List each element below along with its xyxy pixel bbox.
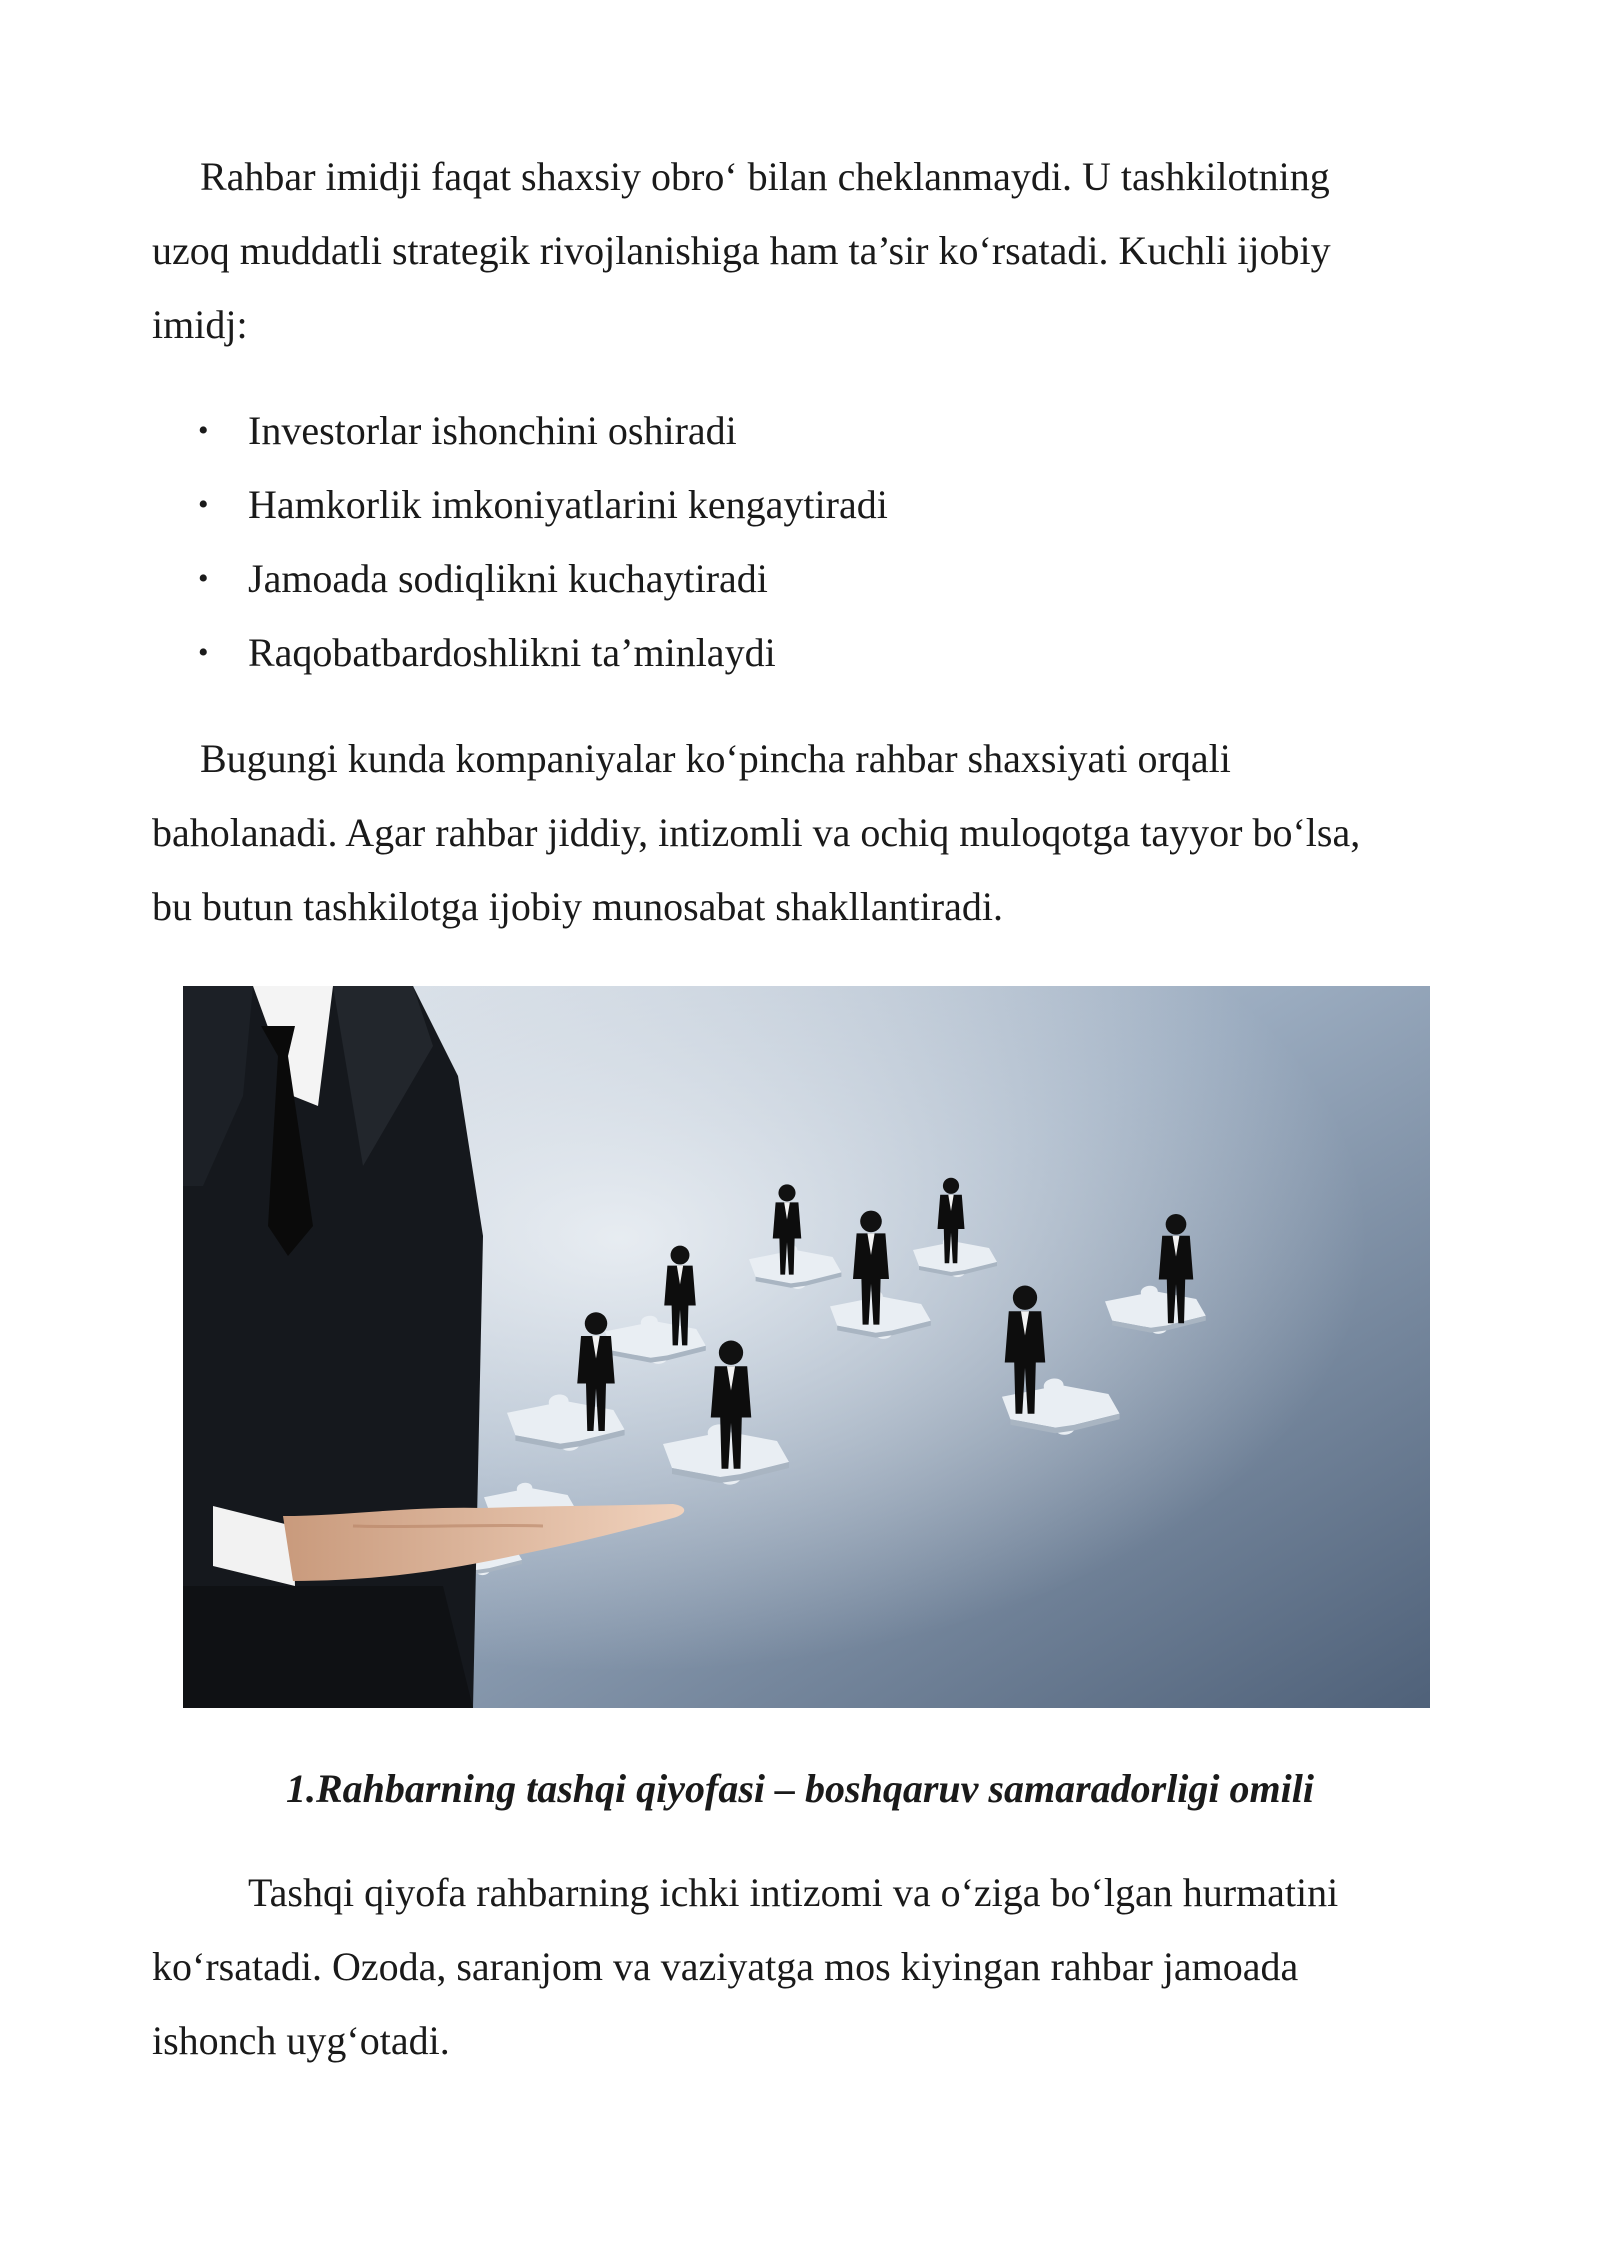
bullet-icon: •: [198, 414, 209, 447]
intro-line-1: Rahbar imidji faqat shaxsiy obro‘ bilan cheklanmaydi. U tashkilotning: [200, 154, 1330, 199]
benefits-list: [152, 394, 1452, 690]
leader-illustration-image: [183, 986, 1430, 1708]
para2-line-3: bu butun tashkilotga ijobiy munosabat shakllantiradi.: [152, 884, 1003, 929]
intro-paragraph: [152, 140, 1452, 362]
intro-line-2: uzoq muddatli strategik rivojlanishiga ham ta’sir ko‘rsatadi. Kuchli ijobiy: [152, 228, 1331, 273]
list-item-text: Raqobatbardoshlikni ta’minlaydi: [248, 630, 776, 675]
third-paragraph: [152, 1856, 1452, 2078]
list-item-text: Investorlar ishonchini oshiradi: [248, 408, 737, 453]
list-item-text: Jamoada sodiqlikni kuchaytiradi: [248, 556, 768, 601]
para2-line-2: baholanadi. Agar rahbar jiddiy, intizomli va ochiq muloqotga tayyor bo‘lsa,: [152, 810, 1361, 855]
list-item: [152, 468, 1452, 542]
bullet-icon: •: [198, 562, 209, 595]
list-item: [152, 542, 1452, 616]
figure-caption: 1.Rahbarning tashqi qiyofasi – boshqaruv samaradorligi omili: [286, 1766, 1314, 1811]
second-paragraph: [152, 722, 1452, 944]
leader-hand-puzzle-people-illustration-icon: [183, 986, 1430, 1708]
para3-line-1: Tashqi qiyofa rahbarning ichki intizomi va o‘ziga bo‘lgan hurmatini: [248, 1870, 1339, 1915]
intro-line-3: imidj:: [152, 302, 248, 347]
para3-line-3: ishonch uyg‘otadi.: [152, 2018, 450, 2063]
list-item-text: Hamkorlik imkoniyatlarini kengaytiradi: [248, 482, 888, 527]
para3-line-2: ko‘rsatadi. Ozoda, saranjom va vaziyatga mos kiyingan rahbar jamoada: [152, 1944, 1299, 1989]
para2-line-1: Bugungi kunda kompaniyalar ko‘pincha rahbar shaxsiyati orqali: [200, 736, 1231, 781]
list-item: [152, 616, 1452, 690]
bullet-icon: •: [198, 636, 209, 669]
bullet-icon: •: [198, 488, 209, 521]
list-item: [152, 394, 1452, 468]
